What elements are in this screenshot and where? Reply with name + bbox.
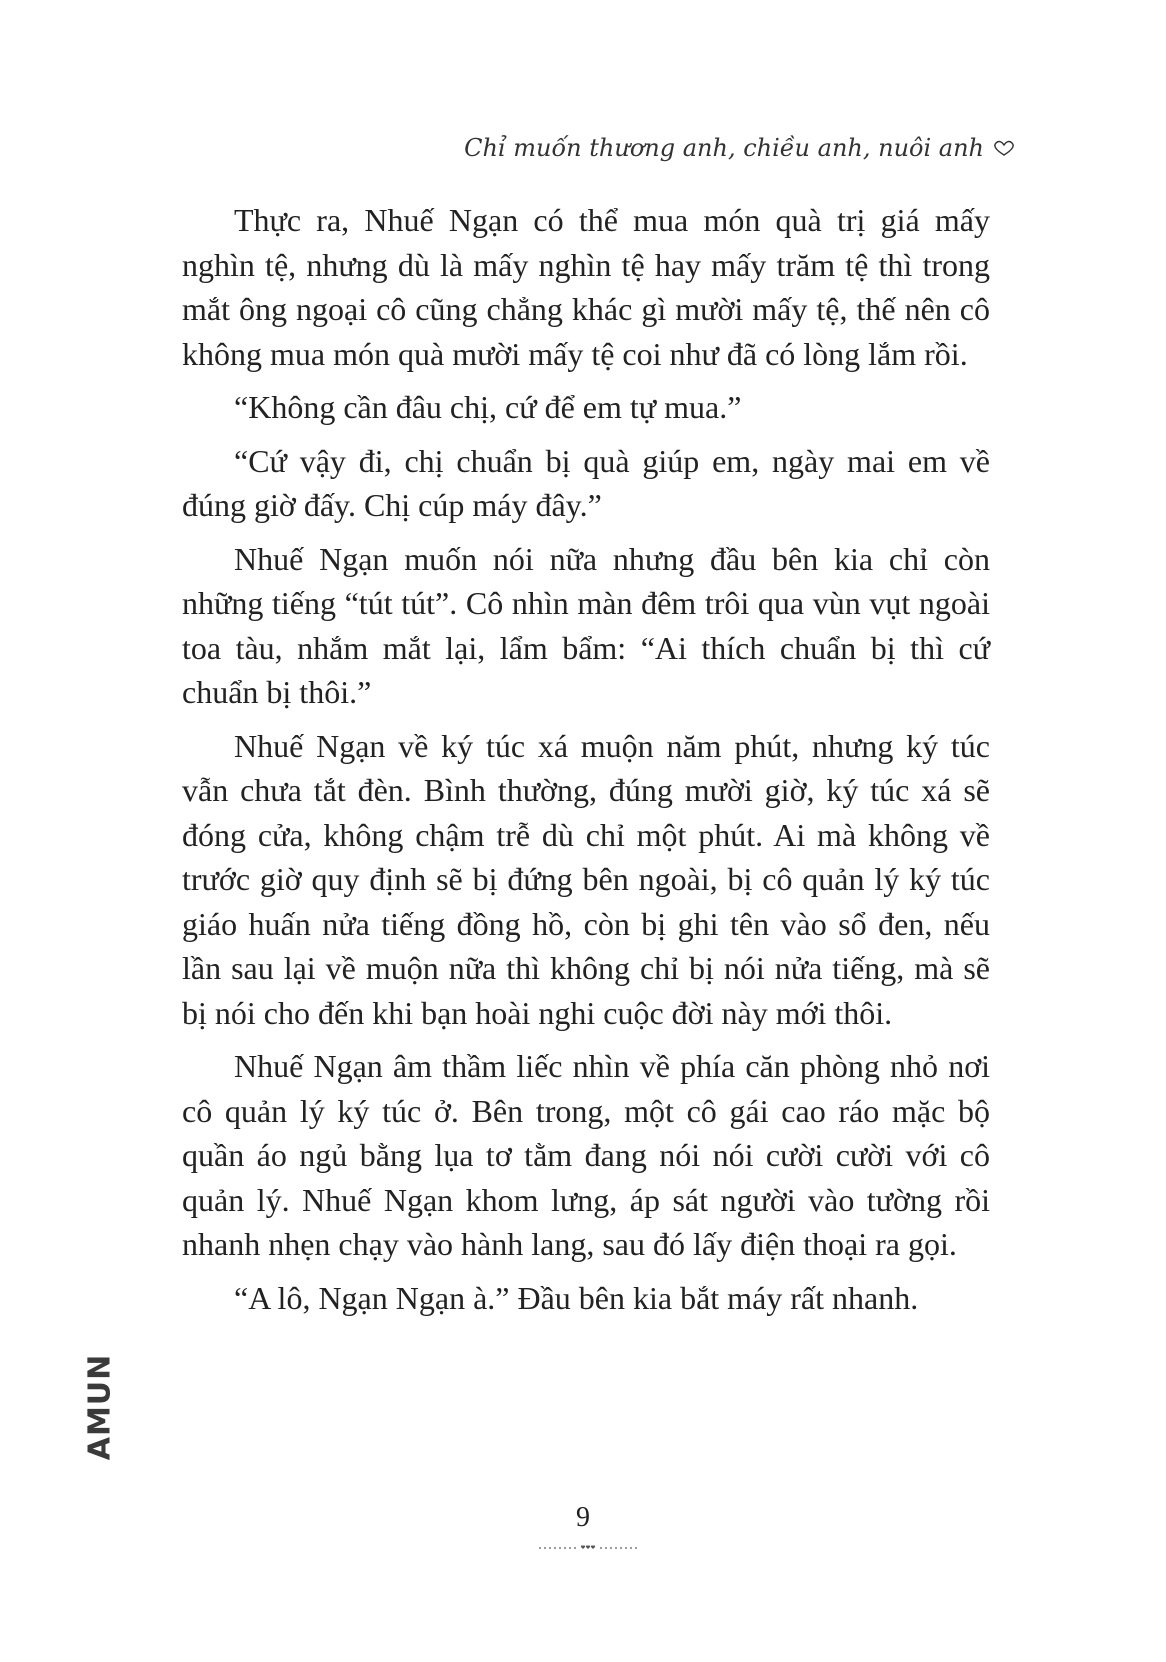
paragraph: Nhuế Ngạn về ký túc xá muộn năm phút, nhưng ký túc vẫn chưa tắt đèn. Bình thường, đúng mười giờ, ký túc xá sẽ đóng cửa, không chậm trễ dù chỉ một phút. Ai mà không về trước giờ quy định sẽ bị đứng bên ngoài, bị cô quản lý ký túc giáo huấn nửa tiếng đồng hồ, còn bị ghi tên vào sổ đen, nếu lần sau lại về muộn nữa thì không chỉ bị nói nửa tiếng, mà sẽ bị nói cho đến khi bạn hoài nghi cuộc đời này mới thôi. — [182, 727, 990, 1031]
publisher-logo — [80, 1353, 120, 1461]
paragraph: “Không cần đâu chị, cứ để em tự mua.” — [234, 389, 742, 425]
page-number-ornament — [538, 1543, 638, 1553]
page-number: 9 — [576, 1502, 590, 1533]
running-title: Chỉ muốn thương anh, chiều anh, nuôi anh — [464, 134, 984, 162]
paragraph: Nhuế Ngạn muốn nói nữa nhưng đầu bên kia chỉ còn những tiếng “tút tút”. Cô nhìn màn đêm trôi qua vùn vụt ngoài toa tàu, nhắm mắt lại, lẩm bẩm: “Ai thích chuẩn bị thì cứ chuẩn bị thôi.” — [182, 540, 990, 710]
paragraph: “A lô, Ngạn Ngạn à.” Đầu bên kia bắt máy rất nhanh. — [234, 1279, 919, 1316]
running-header — [464, 134, 1016, 162]
publisher-logo-text: AMUN — [82, 1353, 118, 1461]
heart-outline-icon — [992, 139, 1016, 157]
paragraph: Nhuế Ngạn âm thầm liếc nhìn về phía căn phòng nhỏ nơi cô quản lý ký túc ở. Bên trong, một cô gái cao ráo mặc bộ quần áo ngủ bằng lụa tơ tằm đang nói nói cười cười với cô quản lý. Nhuế Ngạn khom lưng, áp sát người vào tường rồi nhanh nhẹn chạy vào hành lang, sau đó lấy điện thoại ra gọi. — [182, 1048, 990, 1262]
paragraph: Thực ra, Nhuế Ngạn có thể mua món quà trị giá mấy nghìn tệ, nhưng dù là mấy nghìn tệ hay mấy trăm tệ thì trong mắt ông ngoại cô cũng chẳng khác gì mười mấy tệ, thế nên cô không mua món quà mười mấy tệ coi như đã có lòng lắm rồi. — [182, 202, 990, 372]
body-text — [182, 198, 990, 1329]
paragraph: “Cứ vậy đi, chị chuẩn bị quà giúp em, ngày mai em về đúng giờ đấy. Chị cúp máy đây.” — [182, 442, 990, 523]
